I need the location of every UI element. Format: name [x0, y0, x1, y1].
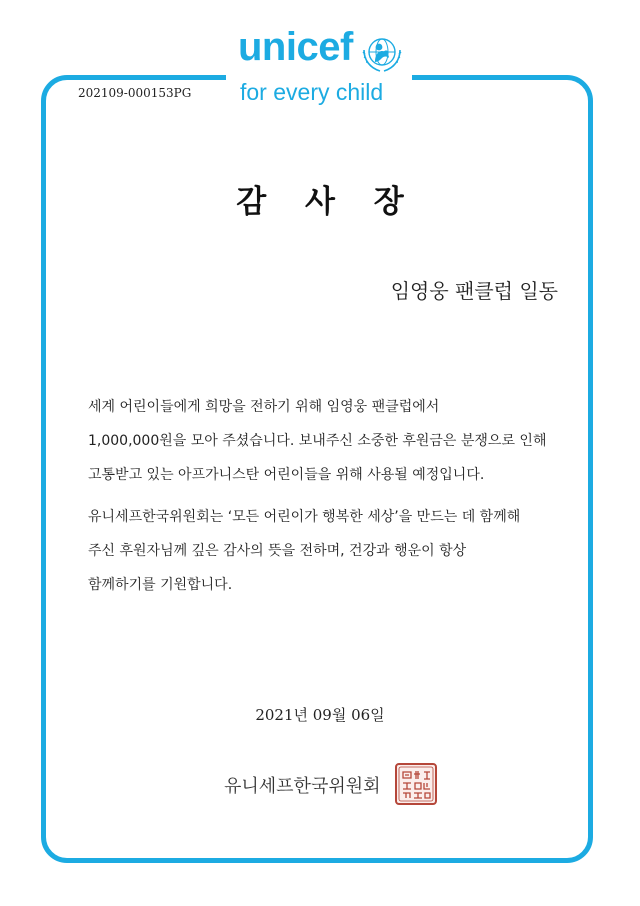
body-line: 1,000,000원을 모아 주셨습니다. 보내주신 소중한 후원금은 분쟁으로 인해 — [88, 433, 547, 449]
recipient-name: 임영웅 팬클럽 일동 — [390, 279, 558, 303]
body-paragraph-2 — [88, 500, 578, 602]
certificate-title: 감 사 장 — [236, 184, 418, 220]
body-line: 고통받고 있는 아프가니스탄 어린이들을 위해 사용될 예정입니다. — [88, 467, 485, 483]
document-number: 202109-000153PG — [78, 86, 192, 100]
body-line: 세계 어린이들에게 희망을 전하기 위해 임영웅 팬클럽에서 — [88, 399, 440, 415]
issue-date: 2021년 09월 06일 — [255, 706, 385, 724]
issuer-name: 유니세프한국위원회 — [224, 776, 381, 797]
official-seal-icon — [394, 762, 438, 806]
unicef-logo-wordmark: unicef — [238, 25, 353, 69]
body-line: 유니세프한국위원회는 ‘모든 어린이가 행복한 세상’을 만드는 데 함께해 — [88, 509, 521, 525]
unicef-emblem-icon — [360, 30, 404, 74]
certificate-body — [88, 390, 578, 610]
body-paragraph-1 — [88, 390, 578, 492]
body-line: 주신 후원자님께 깊은 감사의 뜻을 전하며, 건강과 행운이 항상 — [88, 543, 467, 559]
body-line: 함께하기를 기원합니다. — [88, 577, 233, 593]
unicef-tagline: for every child — [240, 79, 384, 105]
